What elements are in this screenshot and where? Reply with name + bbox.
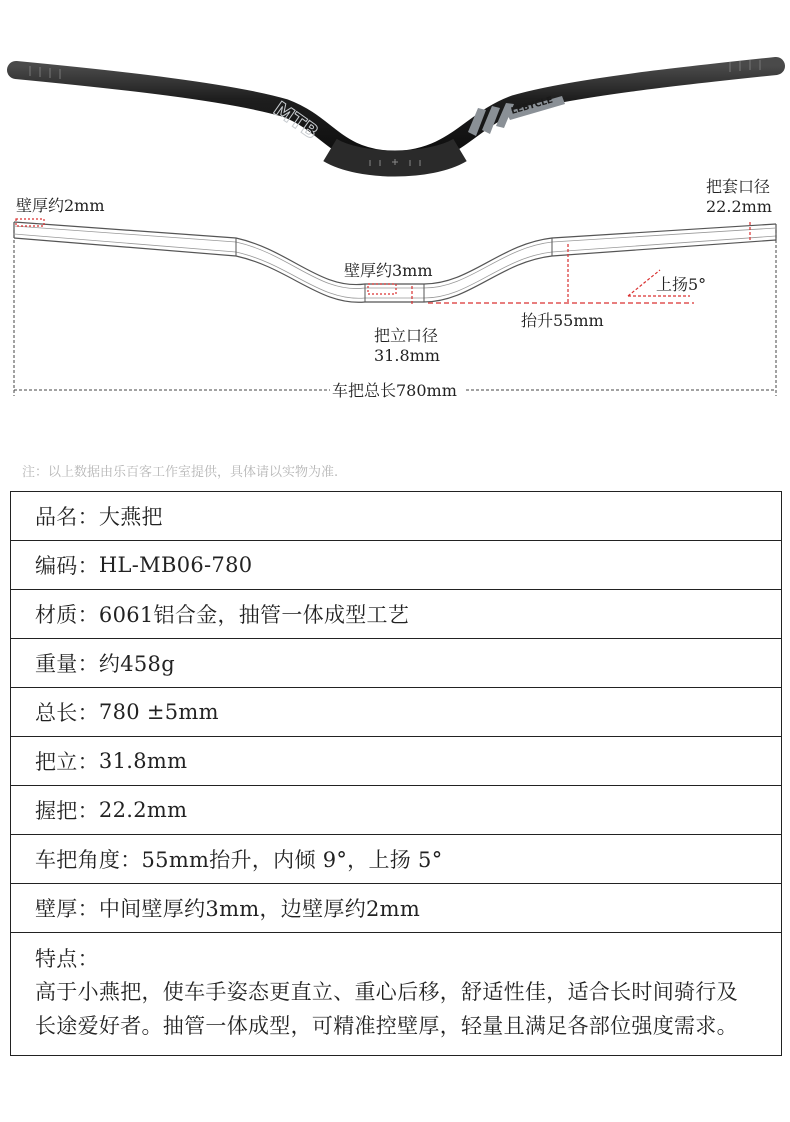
spec-row-wall bbox=[11, 884, 781, 933]
rise-label: 抬升55mm bbox=[521, 311, 604, 330]
spec-key: 车把角度： bbox=[35, 848, 142, 872]
total-length-label: 车把总长780mm bbox=[332, 381, 457, 400]
spec-key: 材质： bbox=[35, 603, 99, 627]
wall-thickness-edge-label: 壁厚约2mm bbox=[16, 196, 105, 215]
spec-value: 大燕把 bbox=[98, 505, 163, 529]
disclaimer-note: 注：以上数据由乐百客工作室提供，具体请以实物为准. bbox=[22, 465, 339, 480]
spec-value: 约458g bbox=[98, 652, 175, 676]
grip-diameter-label: 把套口径 bbox=[706, 177, 771, 196]
stem-clamp-label: 把立口径 bbox=[374, 326, 439, 345]
spec-key: 壁厚： bbox=[35, 897, 99, 921]
spec-value: HL-MB06-780 bbox=[98, 553, 253, 577]
length-dimension bbox=[14, 230, 776, 396]
brand-logo: LEBYCLE bbox=[510, 95, 555, 117]
handlebar-tube bbox=[16, 66, 776, 160]
upsweep-label: 上扬5° bbox=[656, 275, 707, 294]
spec-row-name bbox=[11, 492, 781, 541]
svg-text:MTB: MTB bbox=[269, 96, 323, 145]
spec-value: 22.2mm bbox=[98, 798, 188, 822]
features-key: 特点： bbox=[35, 947, 99, 971]
spec-key: 品名： bbox=[35, 505, 99, 529]
spec-row-length bbox=[11, 688, 781, 737]
spec-key: 重量： bbox=[35, 652, 99, 676]
stem-clamp-value: 31.8mm bbox=[374, 346, 440, 365]
spec-row-angle bbox=[11, 835, 781, 884]
spec-value: 780 ±5mm bbox=[98, 700, 219, 724]
spec-row-features bbox=[11, 933, 781, 1055]
spec-value: 中间壁厚约3mm，边壁厚约2mm bbox=[98, 897, 421, 921]
spec-key: 编码： bbox=[35, 554, 99, 578]
spec-row-material bbox=[11, 590, 781, 639]
spec-value: 55mm抬升，内倾 9°，上扬 5° bbox=[141, 848, 443, 872]
spec-value: 6061铝合金，抽管一体成型工艺 bbox=[98, 603, 410, 627]
spec-row-code bbox=[11, 541, 781, 590]
spec-row-weight bbox=[11, 639, 781, 688]
wall-thickness-center-label: 壁厚约3mm bbox=[344, 261, 433, 280]
spec-row-grip bbox=[11, 786, 781, 835]
spec-key: 把立： bbox=[35, 750, 99, 774]
grip-diameter-value: 22.2mm bbox=[706, 197, 772, 216]
spec-row-stem bbox=[11, 737, 781, 786]
spec-table bbox=[10, 491, 782, 1056]
spec-key: 总长： bbox=[35, 701, 99, 725]
spec-value: 31.8mm bbox=[98, 749, 188, 773]
features-text: 高于小燕把，使车手姿态更直立、重心后移，舒适性佳，适合长时间骑行及长途爱好者。抽管一体成型，可精准控壁厚，轻量且满足各部位强度需求。 bbox=[35, 980, 738, 1038]
spec-key: 握把： bbox=[35, 799, 99, 823]
